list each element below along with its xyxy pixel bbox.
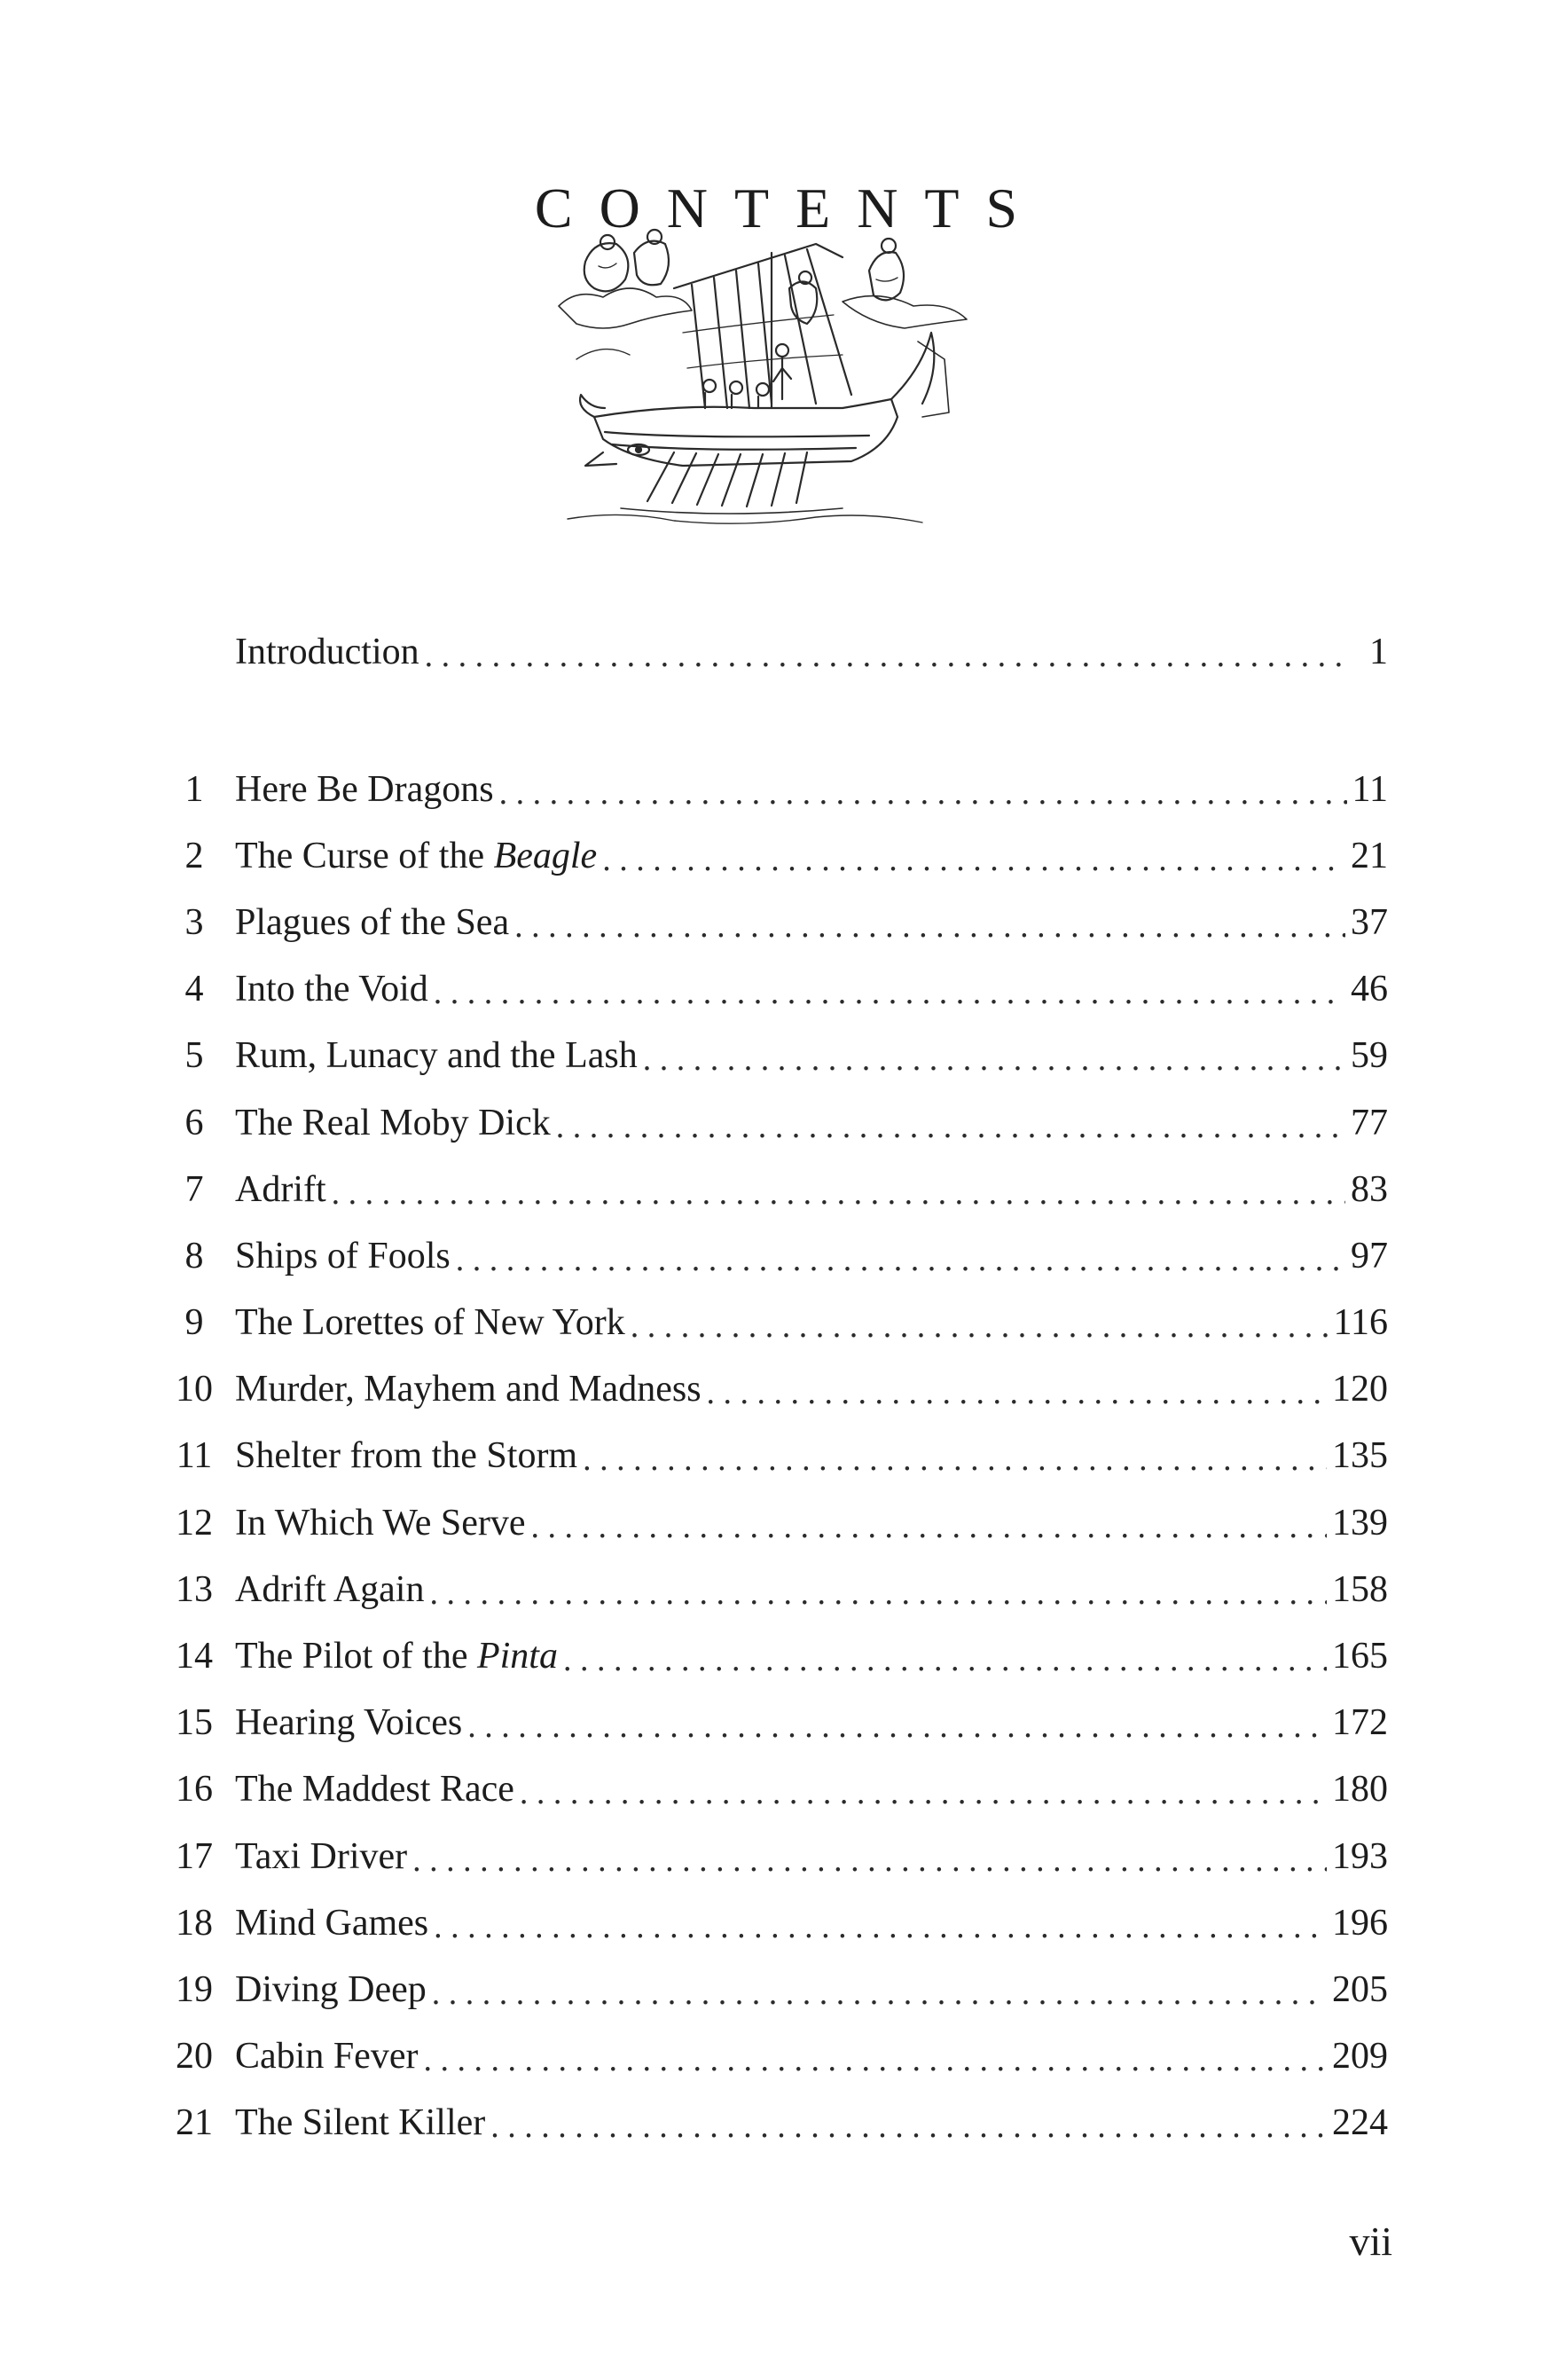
chapter-title [235, 1902, 429, 1944]
chapter-page-number: 120 [1332, 1369, 1388, 1410]
dot-leader [467, 1709, 1327, 1743]
chapter-line [235, 1356, 1388, 1423]
ship-with-sirens-illustration [550, 226, 993, 532]
chapter-number: 1 [184, 768, 204, 810]
chapter-line [235, 822, 1388, 889]
chapter-entry[interactable] [155, 1356, 1388, 1423]
chapter-title-text: The Maddest Race [235, 1769, 514, 1811]
chapter-title-text: Ships of Fools [235, 1235, 451, 1276]
chapter-line [235, 756, 1388, 822]
chapter-entry[interactable] [155, 1222, 1388, 1289]
chapter-number: 5 [184, 1035, 204, 1077]
chapter-page-number: 209 [1332, 2036, 1388, 2078]
chapter-title-text: Into the Void [235, 969, 428, 1010]
dot-leader [425, 636, 1347, 675]
chapter-number: 9 [184, 1302, 204, 1344]
dot-leader [556, 1110, 1345, 1143]
chapter-line [235, 1423, 1388, 1489]
chapter-title-text: The Pilot of the [235, 1636, 477, 1677]
introduction-page-number: 1 [1369, 632, 1388, 672]
chapter-entry[interactable] [155, 1423, 1388, 1489]
chapter-entry[interactable] [155, 1156, 1388, 1222]
chapter-page-number: 180 [1332, 1769, 1388, 1811]
chapter-title-text: Adrift Again [235, 1568, 425, 1610]
chapter-page-number: 165 [1332, 1636, 1388, 1677]
chapter-page-number: 46 [1351, 969, 1388, 1010]
chapter-title-italic: Beagle [493, 835, 598, 876]
chapter-entry[interactable] [155, 1622, 1388, 1689]
chapter-title-text: Shelter from the Storm [235, 1435, 578, 1477]
chapter-line [235, 2023, 1388, 2090]
chapter-page-number: 205 [1332, 1968, 1388, 2010]
chapter-entry[interactable] [155, 956, 1388, 1023]
chapter-page-number: 158 [1332, 1568, 1388, 1610]
chapter-page-number: 21 [1351, 835, 1388, 876]
chapter-title-text: The Lorettes of New York [235, 1302, 625, 1344]
chapter-page-number: 116 [1333, 1302, 1388, 1344]
chapter-title [235, 768, 494, 810]
chapter-entry[interactable] [155, 2090, 1388, 2156]
chapter-entry[interactable] [155, 1956, 1388, 2023]
chapter-title [235, 1638, 558, 1675]
chapter-line [235, 1156, 1388, 1222]
chapter-number: 3 [184, 901, 204, 943]
chapter-title-text: In Which We Serve [235, 1502, 526, 1543]
chapter-page-number: 196 [1332, 1902, 1388, 1944]
dot-leader [631, 1309, 1329, 1343]
chapter-entry[interactable] [155, 889, 1388, 955]
chapter-number: 13 [176, 1568, 213, 1610]
dot-leader [530, 1510, 1327, 1543]
chapter-number: 10 [176, 1369, 213, 1410]
chapter-number: 21 [176, 2102, 213, 2144]
chapter-entry[interactable] [155, 1089, 1388, 1156]
chapter-number: 4 [184, 969, 204, 1010]
chapter-title-text: Hearing Voices [235, 1702, 463, 1744]
chapter-title-text: Rum, Lunacy and the Lash [235, 1035, 638, 1077]
dot-leader [456, 1243, 1345, 1276]
chapter-line [235, 1622, 1388, 1689]
chapter-title [235, 1504, 525, 1542]
chapter-number: 2 [184, 835, 204, 876]
dot-leader [520, 1776, 1327, 1810]
chapter-title [235, 1168, 326, 1210]
dot-leader [643, 1042, 1345, 1076]
chapter-title [235, 970, 428, 1008]
chapter-number: 18 [176, 1902, 213, 1944]
introduction-entry[interactable] [155, 621, 1388, 683]
chapter-title [235, 1568, 425, 1610]
chapter-line [235, 1089, 1388, 1156]
chapter-title-text: Mind Games [235, 1902, 429, 1944]
dot-leader [707, 1376, 1327, 1410]
dot-leader [434, 1910, 1327, 1944]
chapter-page-number: 37 [1351, 901, 1388, 943]
chapter-page-number: 172 [1332, 1702, 1388, 1744]
chapter-title [235, 1237, 451, 1275]
chapter-title-text: Taxi Driver [235, 1835, 408, 1877]
chapter-title-text: Murder, Mayhem and Madness [235, 1369, 702, 1410]
chapter-line [235, 956, 1388, 1023]
chapter-title-text: Here Be Dragons [235, 768, 494, 810]
chapter-title [235, 1835, 408, 1877]
page-folio: vii [1349, 2219, 1392, 2264]
chapter-number: 17 [176, 1835, 213, 1877]
chapter-list [155, 756, 1388, 2156]
chapter-entry[interactable] [155, 822, 1388, 889]
chapter-line [235, 1556, 1388, 1622]
chapter-line [235, 889, 1388, 955]
dot-leader [412, 1843, 1327, 1877]
chapter-title-text: The Silent Killer [235, 2102, 486, 2144]
chapter-line [235, 2090, 1388, 2156]
chapter-line [235, 1489, 1388, 1556]
chapter-title [235, 1769, 514, 1811]
dot-leader [490, 2109, 1327, 2143]
chapter-line [235, 1290, 1388, 1356]
chapter-title [235, 837, 597, 875]
chapter-page-number: 59 [1351, 1035, 1388, 1077]
chapter-entry[interactable] [155, 2023, 1388, 2090]
dot-leader [563, 1643, 1327, 1677]
chapter-number: 14 [176, 1636, 213, 1677]
chapter-title [235, 1104, 551, 1142]
chapter-number: 15 [176, 1702, 213, 1744]
dot-leader [429, 1576, 1327, 1610]
chapter-entry[interactable] [155, 1489, 1388, 1556]
chapter-entry[interactable] [155, 1556, 1388, 1622]
chapter-page-number: 193 [1332, 1835, 1388, 1877]
page-title: CONTENTS [534, 176, 1045, 240]
chapter-number: 11 [176, 1435, 213, 1477]
chapter-page-number: 83 [1351, 1168, 1388, 1210]
chapter-line [235, 1956, 1388, 2023]
chapter-title [235, 1035, 638, 1077]
dot-leader [499, 776, 1347, 810]
dot-leader [432, 1976, 1327, 2010]
chapter-number: 6 [184, 1102, 204, 1143]
chapter-entry[interactable] [155, 1823, 1388, 1889]
chapter-entry[interactable] [155, 1889, 1388, 1956]
chapter-page-number: 77 [1351, 1102, 1388, 1143]
chapter-number: 8 [184, 1235, 204, 1276]
chapter-title-text: Cabin Fever [235, 2036, 419, 2078]
chapter-number: 20 [176, 2036, 213, 2078]
chapter-title-italic: Pinta [476, 1636, 558, 1677]
chapter-title [235, 2102, 486, 2144]
chapter-title [235, 1435, 578, 1477]
chapter-line [235, 1823, 1388, 1889]
chapter-entry[interactable] [155, 1023, 1388, 1089]
chapter-entry[interactable] [155, 1690, 1388, 1756]
chapter-title [235, 2036, 419, 2078]
chapter-page-number: 224 [1332, 2102, 1388, 2144]
chapter-entry[interactable] [155, 756, 1388, 822]
chapter-title-text: Adrift [235, 1168, 326, 1210]
dot-leader [423, 2043, 1327, 2077]
chapter-page-number: 139 [1332, 1502, 1388, 1543]
chapter-line [235, 1690, 1388, 1756]
chapter-title-text: The Real Moby Dick [235, 1102, 551, 1143]
chapter-line [235, 1222, 1388, 1289]
chapter-title [235, 1968, 427, 2010]
chapter-line [235, 1756, 1388, 1823]
chapter-entry[interactable] [155, 1756, 1388, 1823]
chapter-title [235, 901, 510, 943]
chapter-page-number: 97 [1351, 1235, 1388, 1276]
introduction-title: Introduction [235, 632, 419, 672]
dot-leader [434, 976, 1345, 1009]
chapter-title-text: Diving Deep [235, 1968, 427, 2010]
chapter-line [235, 1889, 1388, 1956]
chapter-number: 7 [184, 1168, 204, 1210]
chapter-title-text: Plagues of the Sea [235, 901, 510, 943]
chapter-number: 12 [176, 1502, 213, 1543]
chapter-title [235, 1302, 625, 1344]
chapter-title [235, 1371, 702, 1408]
chapter-page-number: 11 [1352, 768, 1388, 810]
dot-leader [332, 1176, 1345, 1210]
chapter-number: 19 [176, 1968, 213, 2010]
chapter-title-text: The Curse of the [235, 835, 494, 876]
chapter-line [235, 1023, 1388, 1089]
dot-leader [514, 909, 1345, 943]
dot-leader [602, 843, 1345, 876]
chapter-entry[interactable] [155, 1290, 1388, 1356]
chapter-title [235, 1702, 463, 1744]
chapter-number: 16 [176, 1769, 213, 1811]
dot-leader [583, 1442, 1327, 1476]
chapter-page-number: 135 [1332, 1435, 1388, 1477]
